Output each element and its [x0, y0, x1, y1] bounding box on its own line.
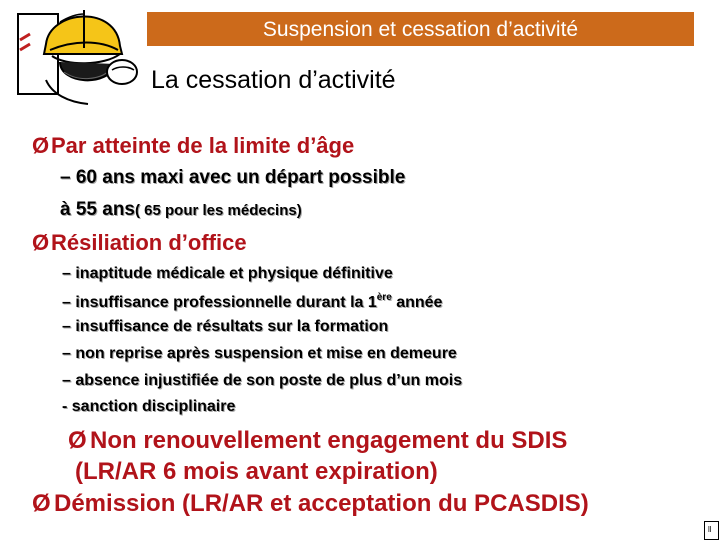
- bullet-demission: [32, 490, 589, 518]
- bullet-label: Résiliation d’office: [51, 230, 247, 255]
- resiliation-item: – absence injustifiée de son poste de plus d’un mois: [62, 372, 463, 389]
- section-title: La cessation d’activité: [151, 66, 396, 94]
- limite-age-detail-1: – 60 ans maxi avec un départ possible: [60, 167, 406, 188]
- limite-age-detail-2: [60, 199, 302, 221]
- resiliation-item: – inaptitude médicale et physique définitive: [62, 265, 393, 282]
- resiliation-item-sup: ère: [376, 292, 392, 303]
- resiliation-item: [62, 292, 442, 312]
- resiliation-item-text: – insuffisance professionnelle durant la 1: [62, 294, 377, 311]
- bullet-label: Démission (LR/AR et acceptation du PCASDIS): [54, 490, 589, 517]
- limite-age-main: à 55 ans: [60, 199, 135, 220]
- non-renouvellement-detail: (LR/AR 6 mois avant expiration): [75, 458, 438, 485]
- arrow-bullet-icon: Ø: [32, 133, 50, 158]
- bullet-label: Par atteinte de la limite d’âge: [51, 133, 355, 158]
- corner-box: [704, 521, 719, 540]
- header-title: Suspension et cessation d’activité: [262, 18, 579, 41]
- arrow-bullet-icon: Ø: [32, 230, 50, 255]
- bullet-limite-age: [32, 133, 354, 159]
- resiliation-item: – insuffisance de résultats sur la formation: [62, 318, 389, 335]
- resiliation-item: - sanction disciplinaire: [62, 398, 236, 415]
- bullet-label: Non renouvellement engagement du SDIS: [90, 427, 568, 454]
- firefighter-helmet-icon: [4, 0, 144, 108]
- resiliation-item: – non reprise après suspension et mise en demeure: [62, 345, 457, 362]
- limite-age-note: ( 65 pour les médecins): [135, 202, 302, 219]
- arrow-bullet-icon: Ø: [68, 427, 87, 454]
- bullet-non-renouvellement: [68, 427, 567, 455]
- bullet-resiliation: [32, 230, 247, 256]
- resiliation-item-end: année: [391, 294, 443, 311]
- corner-box-text: ll: [708, 525, 712, 534]
- arrow-bullet-icon: Ø: [32, 490, 51, 517]
